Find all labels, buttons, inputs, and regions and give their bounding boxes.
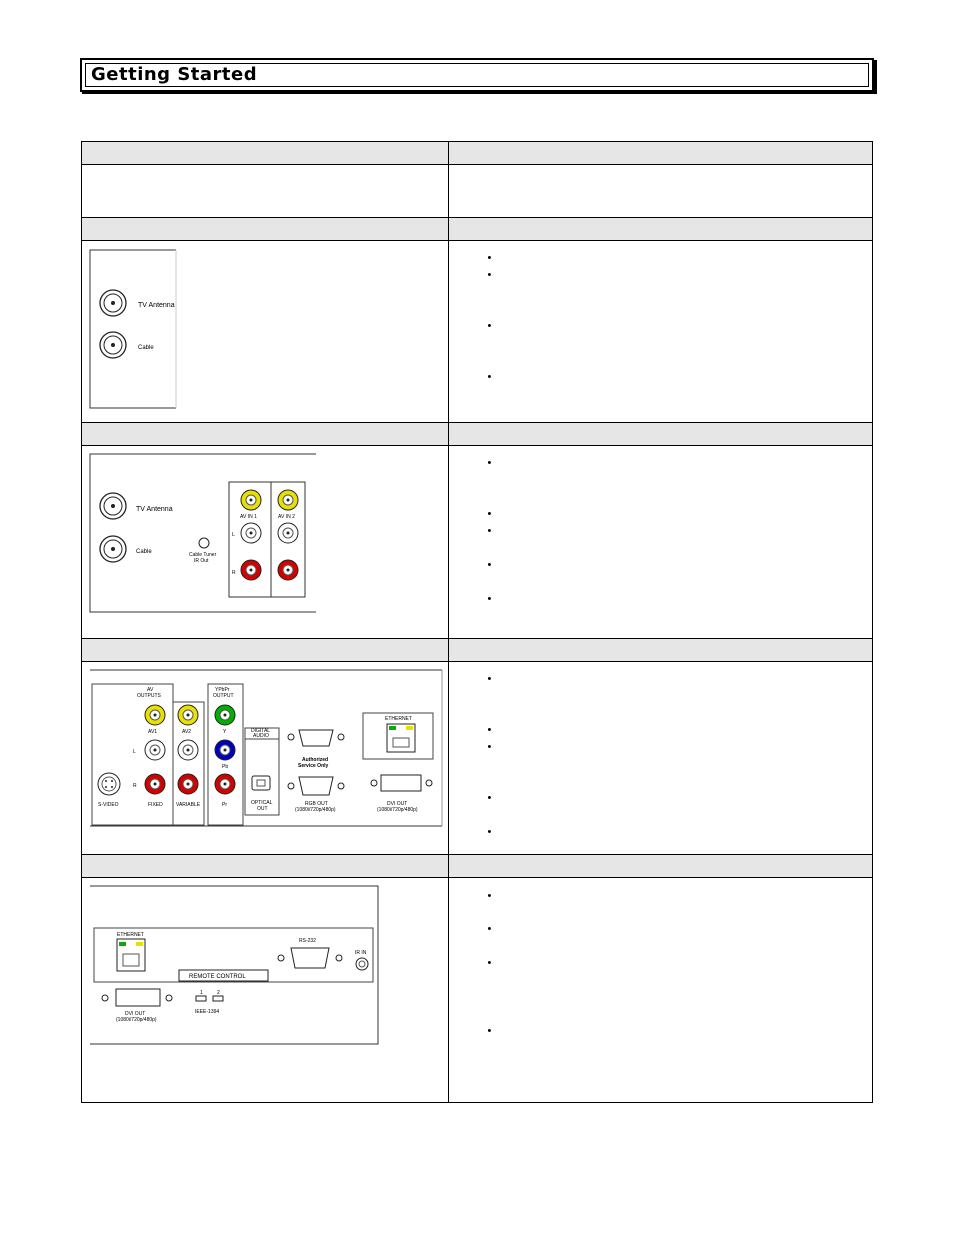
- bullet: •: [487, 792, 492, 804]
- page-title: Getting Started: [91, 64, 258, 85]
- tv-antenna-label: TV Antenna: [138, 302, 175, 309]
- bullet-list: [449, 241, 872, 417]
- dvi-out-label: DVI OUT: [125, 1011, 146, 1017]
- header-cell: [449, 855, 873, 878]
- av-outputs-label-2: OUTPUTS: [137, 693, 161, 699]
- header-cell: [449, 218, 873, 241]
- outputs-figure-cell: [82, 662, 449, 855]
- optical-label-2: OUT: [257, 806, 268, 812]
- table-row: [82, 878, 873, 1103]
- av1-left-jack: [145, 740, 165, 760]
- tv-antenna-jack: [100, 290, 126, 316]
- header-cell: [449, 423, 873, 446]
- bullet: •: [487, 741, 492, 753]
- dvi-res-label: (1080i/720p/480p): [377, 807, 418, 813]
- svideo-label: S-VIDEO: [98, 802, 119, 808]
- cable-label: Cable: [136, 549, 152, 555]
- av-in-2-label: AV IN 2: [278, 514, 295, 520]
- bullet: •: [487, 957, 492, 969]
- outputs-panel-figure: [82, 662, 449, 849]
- av-outputs-label-1: AV: [147, 687, 154, 693]
- ir-out-label-2: IR Out: [194, 558, 209, 564]
- bullet: •: [487, 1025, 492, 1037]
- table-cell: [449, 165, 873, 218]
- av-in-2-video-jack: [278, 490, 298, 510]
- av2-left-jack: [178, 740, 198, 760]
- ieee-port-2-label: 2: [217, 990, 220, 996]
- ieee-port-1-label: 1: [200, 990, 203, 996]
- bullet: •: [487, 371, 492, 383]
- bullet: •: [487, 252, 492, 264]
- svideo-jack: [98, 773, 120, 795]
- dvi-out-port: [116, 989, 160, 1006]
- table-header-row: [82, 218, 873, 241]
- y-jack: [215, 705, 235, 725]
- variable-jack: [178, 774, 198, 794]
- ir-out-label-1: Cable Tuner: [189, 552, 217, 558]
- bullet: •: [487, 457, 492, 469]
- table-row: [82, 662, 873, 855]
- inputs-figure-cell: [82, 446, 449, 639]
- bullet: •: [487, 923, 492, 935]
- authorized-label-1: Authorized: [302, 757, 329, 763]
- table-row: [82, 446, 873, 639]
- bullet: •: [487, 559, 492, 571]
- bullet: •: [487, 593, 492, 605]
- header-cell: [82, 423, 449, 446]
- bullet-cell: [449, 241, 873, 423]
- cable-jack: [100, 332, 126, 358]
- header-cell: [449, 142, 873, 165]
- rs232-label: RS-232: [299, 938, 316, 944]
- table-cell: [82, 165, 449, 218]
- av2-label: AV2: [182, 729, 192, 735]
- digital-audio-label-1: DIGITAL: [251, 728, 271, 734]
- rgb-res-label: (1080i/720p/480p): [295, 807, 336, 813]
- av1-label: AV1: [148, 729, 158, 735]
- av-in-2-right-jack: [278, 560, 298, 580]
- ethernet-label: ETHERNET: [117, 932, 144, 938]
- ir-out-jack: [199, 538, 209, 548]
- bullet-list: [449, 662, 872, 849]
- av-in-2-left-jack: [278, 523, 298, 543]
- ypbpr-label-1: YPbPr: [215, 687, 230, 693]
- left-label: L: [133, 749, 136, 755]
- header-cell: [82, 218, 449, 241]
- rgb-out-label: RGB OUT: [305, 801, 328, 807]
- header-cell: [82, 639, 449, 662]
- dvi-res-label: (1080i/720p/480p): [116, 1017, 157, 1023]
- pb-label: Pb: [222, 764, 229, 770]
- table-row: [82, 165, 873, 218]
- av1-video-jack: [145, 705, 165, 725]
- antenna-panel-figure: [82, 241, 449, 417]
- ieee-1394-port-2: [213, 996, 223, 1001]
- bullet: •: [487, 320, 492, 332]
- service-port: [299, 730, 333, 746]
- inputs-panel-figure: [82, 446, 449, 633]
- bullet: •: [487, 525, 492, 537]
- bullet-cell: [449, 878, 873, 1103]
- bullet-list: [449, 878, 872, 1097]
- authorized-label-2: Service Only: [298, 763, 329, 769]
- ieee-label: IEEE-1394: [195, 1009, 220, 1015]
- bullet-cell: [449, 446, 873, 639]
- dvi-out-port: [381, 775, 421, 791]
- header-shadow: [874, 60, 877, 94]
- table-header-row: [82, 423, 873, 446]
- section-header: [80, 58, 874, 92]
- ethernet-label: ETHERNET: [385, 716, 412, 722]
- left-label: L: [232, 532, 235, 538]
- y-label: Y: [223, 729, 227, 735]
- av-in-1-label: AV IN 1: [240, 514, 257, 520]
- bullet-list: [449, 446, 872, 633]
- cable-label: Cable: [138, 345, 154, 351]
- table-header-row: [82, 855, 873, 878]
- bullet: •: [487, 673, 492, 685]
- header-cell: [449, 639, 873, 662]
- header-cell: [82, 142, 449, 165]
- variable-label: VARIABLE: [176, 802, 201, 808]
- av-in-1-right-jack: [241, 560, 261, 580]
- right-label: R: [133, 783, 137, 789]
- bullet: •: [487, 826, 492, 838]
- bullet: •: [487, 269, 492, 281]
- bullet: •: [487, 508, 492, 520]
- ieee-1394-port-1: [196, 996, 206, 1001]
- av-in-1-video-jack: [241, 490, 261, 510]
- tv-antenna-jack: [100, 493, 126, 519]
- antenna-figure-cell: [82, 241, 449, 423]
- tv-antenna-label: TV Antenna: [136, 506, 173, 513]
- optical-label-1: OPTICAL: [251, 800, 273, 806]
- bullet: •: [487, 890, 492, 902]
- table-row: [82, 241, 873, 423]
- fixed-jack: [145, 774, 165, 794]
- connections-table: [81, 141, 873, 1103]
- rgb-out-port: [299, 777, 333, 795]
- right-label: R: [232, 570, 236, 576]
- remote-control-label: REMOTE CONTROL: [189, 974, 246, 980]
- ir-in-label: IR IN: [355, 950, 367, 956]
- digital-audio-label-2: AUDIO: [253, 733, 269, 739]
- pb-jack: [215, 740, 235, 760]
- ypbpr-label-2: OUTPUT: [213, 693, 234, 699]
- header-shadow-bottom: [82, 92, 877, 94]
- bullet: •: [487, 724, 492, 736]
- av2-video-jack: [178, 705, 198, 725]
- table-header-row: [82, 142, 873, 165]
- table-header-row: [82, 639, 873, 662]
- pr-jack: [215, 774, 235, 794]
- fixed-label: FIXED: [148, 802, 163, 808]
- header-cell: [82, 855, 449, 878]
- av-in-1-left-jack: [241, 523, 261, 543]
- dvi-out-label: DVI OUT: [387, 801, 408, 807]
- pr-label: Pr: [222, 802, 227, 808]
- control-panel-figure: [82, 878, 449, 1097]
- cable-jack: [100, 536, 126, 562]
- control-figure-cell: [82, 878, 449, 1103]
- rs232-port: [291, 948, 329, 968]
- bullet-cell: [449, 662, 873, 855]
